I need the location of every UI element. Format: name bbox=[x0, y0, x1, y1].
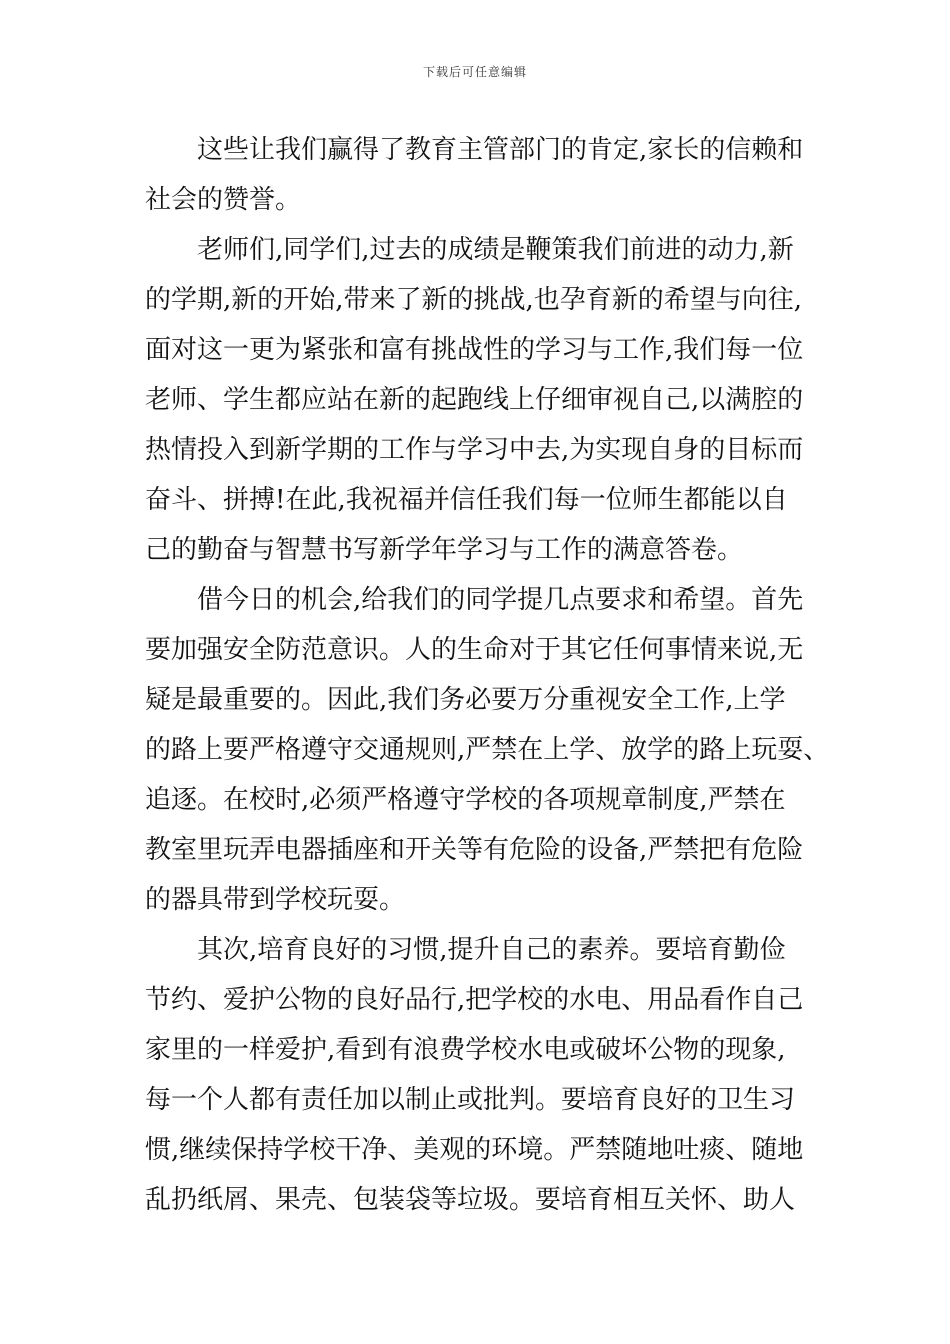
text-line: 教室里玩弄电器插座和开关等有危险的设备,严禁把有危险 bbox=[145, 835, 804, 865]
document-body bbox=[145, 125, 830, 1225]
page-header: 下载后可任意编辑 bbox=[422, 65, 527, 79]
text-line: 奋斗、拼搏!在此,我祝福并信任我们每一位师生都能以自 bbox=[145, 485, 788, 515]
text-line: 其次,培育良好的习惯,提升自己的素养。要培育勤俭 bbox=[197, 935, 786, 965]
text-line: 己的勤奋与智慧书写新学年学习与工作的满意答卷。 bbox=[145, 535, 744, 565]
text-line: 借今日的机会,给我们的同学提几点要求和希望。首先 bbox=[197, 585, 804, 615]
text-line: 的路上要严格遵守交通规则,严禁在上学、放学的路上玩耍、 bbox=[145, 735, 830, 765]
text-line: 家里的一样爱护,看到有浪费学校水电或破坏公物的现象, bbox=[145, 1035, 786, 1065]
text-line: 的器具带到学校玩耍。 bbox=[145, 885, 406, 915]
text-line: 惯,继续保持学校干净、美观的环境。严禁随地吐痰、随地 bbox=[145, 1135, 804, 1165]
text-line: 每一个人都有责任加以制止或批判。要培育良好的卫生习 bbox=[145, 1085, 796, 1115]
text-line: 面对这一更为紧张和富有挑战性的学习与工作,我们每一位 bbox=[145, 335, 804, 365]
text-line: 热情投入到新学期的工作与学习中去,为实现自身的目标而 bbox=[145, 435, 804, 465]
text-line: 社会的赞誉。 bbox=[145, 185, 302, 215]
text-line: 这些让我们赢得了教育主管部门的肯定,家长的信赖和 bbox=[197, 135, 804, 165]
paragraph-2 bbox=[145, 225, 815, 575]
text-line: 追逐。在校时,必须严格遵守学校的各项规章制度,严禁在 bbox=[145, 785, 786, 815]
text-line: 的学期,新的开始,带来了新的挑战,也孕育新的希望与向往, bbox=[145, 285, 803, 315]
text-line: 老师、学生都应站在新的起跑线上仔细审视自己,以满腔的 bbox=[145, 385, 804, 415]
paragraph-1 bbox=[145, 125, 815, 225]
text-line: 节约、爱护公物的良好品行,把学校的水电、用品看作自己 bbox=[145, 985, 804, 1015]
paragraph-4 bbox=[145, 925, 815, 1225]
text-line: 老师们,同学们,过去的成绩是鞭策我们前进的动力,新 bbox=[197, 235, 794, 265]
paragraph-3 bbox=[145, 575, 830, 925]
text-line: 乱扔纸屑、果壳、包装袋等垃圾。要培育相互关怀、助人 bbox=[145, 1185, 796, 1215]
text-line: 要加强安全防范意识。人的生命对于其它任何事情来说,无 bbox=[145, 635, 804, 665]
text-line: 疑是最重要的。因此,我们务必要万分重视安全工作,上学 bbox=[145, 685, 786, 715]
